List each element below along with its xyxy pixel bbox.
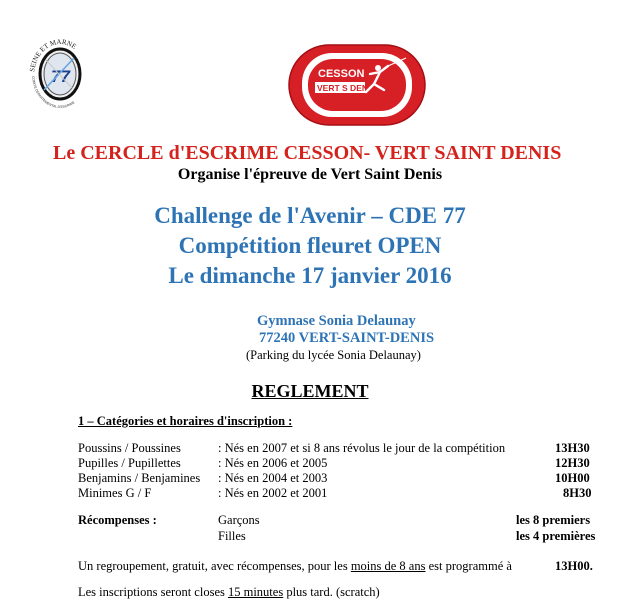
inscriptions-text: Les inscriptions seront closes [78,585,228,599]
reglement-heading: REGLEMENT [251,381,369,401]
regroupement-text: Un regroupement, gratuit, avec récompenses, pour les [78,559,351,573]
event-title-date: Le dimanche 17 janvier 2016 [168,263,452,288]
organise-subtitle: Organise l'épreuve de Vert Saint Denis [177,166,443,183]
category-name: Benjamins / Benjamines [78,471,201,485]
category-name: Poussins / Poussines [78,441,181,455]
category-time: 10H00 [555,471,590,485]
venue-address: 77240 VERT-SAINT-DENIS [259,330,435,346]
section-title-categories: 1 – Catégories et horaires d'inscription : [78,414,293,428]
inscriptions-paragraph [78,585,380,600]
category-name: Pupilles / Pupillettes [78,456,181,470]
category-time: 8H30 [563,486,592,500]
event-title-competition: Compétition fleuret OPEN [178,233,442,258]
category-name: Minimes G / F [78,486,152,500]
regroupement-text-end: est programmé à [425,559,512,573]
category-desc: : Nés en 2006 et 2005 [218,456,328,470]
recompense-group: Garçons [218,513,260,527]
category-desc: : Nés en 2007 et si 8 ans révolus le jour de la compétition [218,441,506,455]
venue-name: Gymnase Sonia Delaunay [257,313,416,329]
svg-text:CESSON: CESSON [318,68,365,80]
svg-text:COMITE DEPARTEMENTAL D'ESCRIME: COMITE DEPARTEMENTAL D'ESCRIME [31,75,76,110]
venue-parking: (Parking du lycée Sonia Delaunay) [246,348,421,362]
svg-text:VERT S DENIS: VERT S DENIS [317,83,377,93]
regroupement-time: 13H00. [555,559,593,573]
seine-et-marne-logo [26,30,94,114]
category-desc: : Nés en 2002 et 2001 [218,486,328,500]
category-desc: : Nés en 2004 et 2003 [218,471,328,485]
svg-text:77: 77 [51,67,70,86]
recompense-prize: les 8 premiers [516,513,591,527]
inscriptions-text-end: plus tard. (scratch) [283,585,380,599]
event-title-challenge: Challenge de l'Avenir – CDE 77 [154,203,466,228]
recompense-prize: les 4 premières [516,529,596,543]
category-time: 12H30 [555,456,590,470]
category-time: 13H30 [555,441,590,455]
regroupement-paragraph [78,559,512,574]
recompense-group: Filles [218,529,246,543]
regroupement-age: moins de 8 ans [350,559,426,573]
cesson-vsd-logo [288,44,426,126]
svg-text:SEINE ET MARNE: SEINE ET MARNE [28,37,78,73]
inscriptions-delay: 15 minutes [227,585,284,599]
recompenses-label: Récompenses : [78,513,157,527]
